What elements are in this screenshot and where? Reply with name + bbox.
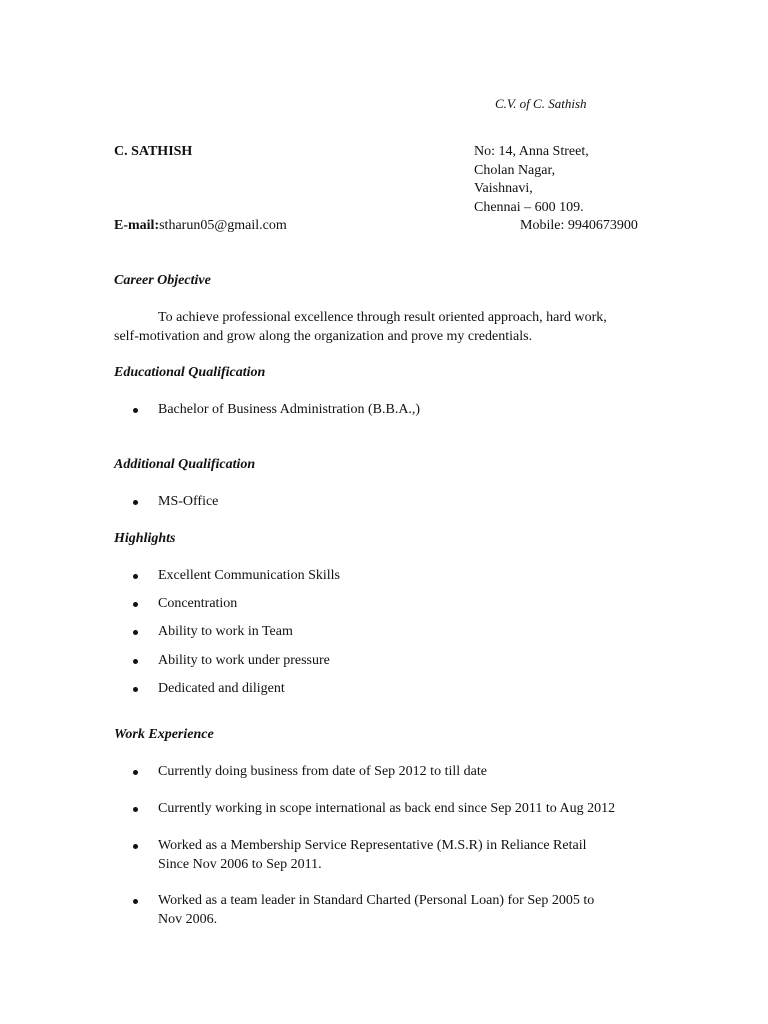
email-address: stharun05@gmail.com	[159, 218, 287, 233]
list-item: Excellent Communication Skills	[130, 567, 660, 595]
address-line: Chennai – 600 109.	[474, 199, 584, 215]
list-item-line: Worked as a Membership Service Representative (M.S.R) in Reliance Retail	[158, 838, 587, 853]
education-list	[130, 401, 660, 420]
career-line-1: To achieve professional excellence through result oriented approach, hard work,	[158, 310, 607, 325]
email-label: E-mail:	[114, 218, 160, 233]
address-line: No: 14, Anna Street,	[474, 144, 589, 159]
mobile-number: Mobile: 9940673900	[520, 218, 638, 233]
list-item: Currently working in scope international as back end since Sep 2011 to Aug 2012	[130, 800, 660, 837]
list-item-line: Worked as a team leader in Standard Charted (Personal Loan) for Sep 2005 to	[158, 893, 595, 908]
career-line-2: self-motivation and grow along the organization and prove my credentials.	[114, 328, 533, 344]
header-note: C.V. of C. Sathish	[495, 96, 587, 111]
section-title-education: Educational Qualification	[114, 365, 266, 380]
list-item	[130, 837, 660, 892]
section-title-highlights: Highlights	[114, 531, 176, 546]
work-list	[130, 763, 660, 929]
section-title-additional: Additional Qualification	[114, 457, 256, 472]
list-item	[130, 892, 660, 929]
additional-list	[130, 493, 660, 512]
career-objective-text	[114, 309, 654, 346]
address-line: Cholan Nagar,	[474, 162, 556, 178]
email-line	[114, 217, 287, 235]
list-item-line: Since Nov 2006 to Sep 2011.	[158, 856, 322, 872]
address-block	[474, 143, 589, 217]
section-title-career: Career Objective	[114, 273, 211, 288]
list-item: Bachelor of Business Administration (B.B.A.,)	[130, 401, 660, 420]
list-item: Concentration	[130, 595, 660, 623]
address-line: Vaishnavi,	[474, 181, 533, 196]
list-item: MS-Office	[130, 493, 660, 512]
list-item: Ability to work under pressure	[130, 652, 660, 680]
list-item: Dedicated and diligent	[130, 680, 660, 699]
section-title-work: Work Experience	[114, 727, 214, 742]
list-item: Currently doing business from date of Sep 2012 to till date	[130, 763, 660, 800]
candidate-name: C. SATHISH	[114, 144, 193, 159]
list-item-line: Nov 2006.	[158, 911, 218, 927]
list-item: Ability to work in Team	[130, 623, 660, 652]
highlights-list	[130, 567, 660, 698]
